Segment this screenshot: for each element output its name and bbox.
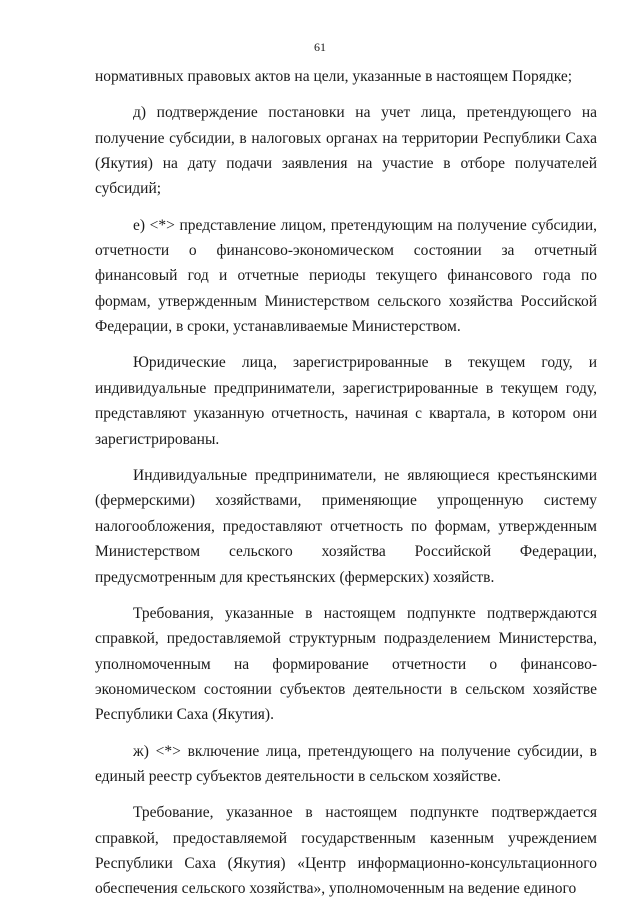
page-number: 61 xyxy=(314,40,326,54)
paragraph-item-d: д) подтверждение постановки на учет лица, претендующего на получение субсидии, в налоговых органах на территории Республики Саха (Якутия) на дату подачи заявления на участие в отборе получателей субсидий; xyxy=(95,104,597,198)
paragraph-requirements-confirmation: Требования, указанные в настоящем подпункте подтверждаются справкой, предоставляемой структурным подразделением Министерства, уполномоченным на формирование отчетности о финансово-экономическом состоянии субъектов деятельности в сельском хозяйстве Республики Саха (Якутия). xyxy=(95,604,597,724)
paragraph-legal-entities: Юридические лица, зарегистрированные в текущем году, и индивидуальные предприниматели, зарегистрированные в текущем году, представляют указанную отчетность, начиная с квартала, в котором они зарегистрированы. xyxy=(95,354,597,448)
paragraph-continuation: нормативных правовых актов на цели, указанные в настоящем Порядке; xyxy=(95,68,573,85)
paragraph-item-e: е) <*> представление лицом, претендующим на получение субсидии, отчетности о финансово-экономическом состоянии за отчетный финансовый год и отчетные периоды текущего финансового года по формам, утвержденным Министерством сельского хозяйства Российской Федерации, в сроки, устанавливаемые Министерством. xyxy=(95,216,597,336)
document-body xyxy=(95,64,597,913)
paragraph-individual-entrepreneurs: Индивидуальные предприниматели, не являющиеся крестьянскими (фермерскими) хозяйствами, применяющие упрощенную систему налогообложения, предоставляют отчетность по формам, утвержденным Министерством сельского хозяйства Российской Федерации, предусмотренным для крестьянских (фермерских) хозяйств. xyxy=(95,466,597,586)
paragraph-item-zh: ж) <*> включение лица, претендующего на получение субсидии, в единый реестр субъектов деятельности в сельском хозяйстве. xyxy=(95,742,597,785)
paragraph-requirement-confirmation: Требование, указанное в настоящем подпункте подтверждается справкой, предоставляемой государственным казенным учреждением Республики Саха (Якутия) «Центр информационно-консультационного обеспечения сельского хозяйства», уполномоченным на ведение единого xyxy=(95,804,597,898)
